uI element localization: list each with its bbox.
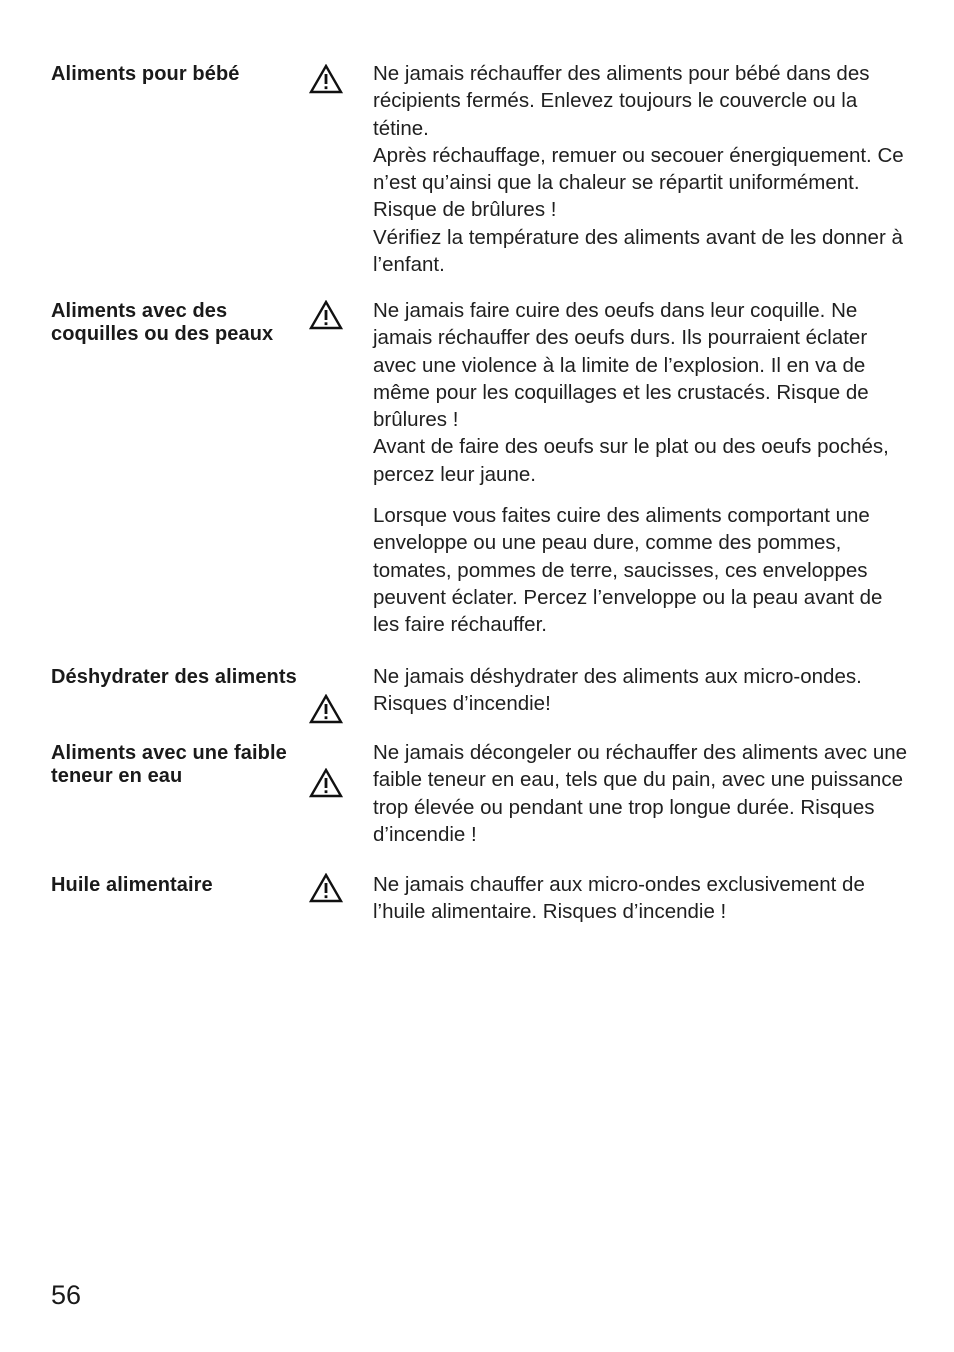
warning-triangle-icon: [309, 694, 343, 724]
paragraph: Avant de faire des oeufs sur le plat ou des oeufs pochés, percez leur jaune.: [373, 435, 889, 486]
section-heading: Aliments avec des coquilles ou des peaux: [51, 300, 274, 345]
paragraph: Lorsque vous faites cuire des aliments comportant une enveloppe ou une peau dure, comme des pommes, tomates, pommes de terre, saucisses, ces enveloppes peuvent éclater. Percez l’enveloppe ou la peau avant de les faire réchauffer.: [373, 504, 883, 637]
paragraph: Ne jamais réchauffer des aliments pour bébé dans des récipients fermés. Enlevez toujours le couvercle ou la tétine.: [373, 62, 870, 140]
section-heading: Déshydrater des aliments: [51, 666, 297, 688]
paragraph: Ne jamais décongeler ou réchauffer des aliments avec une faible teneur en eau, tels que du pain, avec une puissance trop élevée ou pendant une trop longue durée. Risques d’incendie !: [373, 741, 908, 846]
section-body: [373, 60, 913, 278]
paragraph: Ne jamais déshydrater des aliments aux micro-ondes. Risques d’incendie!: [373, 665, 862, 716]
section-body: [373, 871, 883, 926]
section-heading: Aliments avec une faible teneur en eau: [51, 742, 287, 787]
section-body: [373, 663, 913, 718]
section-body: [373, 739, 913, 848]
section-body: [373, 297, 908, 639]
paragraph: Vérifiez la température des aliments avant de les donner à l’enfant.: [373, 225, 903, 277]
warning-triangle-icon: [309, 300, 343, 330]
page-number: 56: [51, 1280, 82, 1310]
section-heading: Huile alimentaire: [51, 874, 213, 896]
paragraph: Ne jamais faire cuire des oeufs dans leur coquille. Ne jamais réchauffer des oeufs durs. Ils pourraient éclater avec une violence à la limite de l’explosion. Il en va de même pour les coquillages et les crustacés. Risque de brûlures !: [373, 299, 869, 432]
paragraph: Après réchauffage, remuer ou secouer énergiquement. Ce n’est qu’ainsi que la chaleur se répartit uniformément. Risque de brûlures !: [373, 143, 904, 222]
paragraph: Ne jamais chauffer aux micro-ondes exclusivement de l’huile alimentaire. Risques d’incendie !: [373, 873, 865, 924]
warning-triangle-icon: [309, 64, 343, 94]
section-heading: Aliments pour bébé: [51, 63, 240, 85]
warning-triangle-icon: [309, 873, 343, 903]
warning-triangle-icon: [309, 768, 343, 798]
